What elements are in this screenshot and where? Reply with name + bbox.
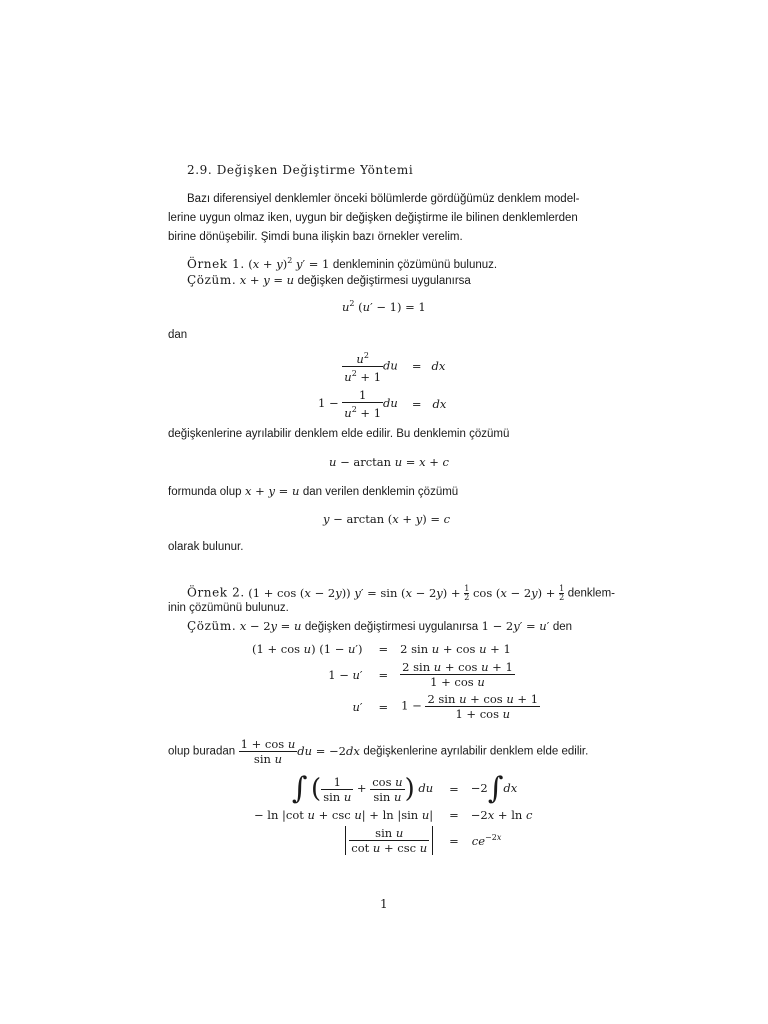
- example-2-solution-line: Çözüm. x − 2y = u değişken değiştirmesi uygulanırsa 1 − 2y′ = u′ den: [187, 619, 573, 633]
- example-1-result-text: olarak bulunur.: [168, 541, 244, 553]
- section-title: 2.9. Değişken Değiştirme Yöntemi: [187, 163, 414, 177]
- page-number: 1: [380, 897, 388, 911]
- example-1-solution-text: değişken değiştirmesi uygulanırsa: [297, 275, 471, 287]
- example-2-statement: Örnek 2. (1 + cos (x − 2y)) y′ = sin (x − 2y) + $\frac{1}{2}$ cos (x − 2y) + $\frac{1}{2}$ denklem-: [187, 584, 615, 602]
- olup-text: olup buradan: [168, 745, 236, 758]
- separated-equations-table: $\frac{u^2}{u^2 + 1}$ du = dx 1 − $\frac{1}{u^2 + 1}$ du = dx: [318, 351, 447, 420]
- example-1-solution-label: Çözüm.: [187, 273, 237, 287]
- example-2-olup-line: olup buradan $\frac{\text{1 + cos u}}{\text{sin u}}$ du = −2dx değişkenlerine ayrılabilir denklem elde edilir.: [168, 737, 589, 766]
- integral-table: ∫ ( $\frac{1}{\text{sin u}}$ + $\frac{\text{cos u}}{\text{sin u}}$ ) du = −2∫dx − ln |cot u + csc u| + ln |sin u| = −2x + ln c $\frac{\text{sin u}}{\text{cot u + csc u}}$ = $ce^{-2x}$: [254, 771, 533, 855]
- example-2-statement-end: denklem-: [567, 587, 615, 600]
- example-1-separable-text: değişkenlerine ayrılabilir denklem elde edilir. Bu denklemin çözümü: [168, 428, 510, 440]
- example-2-solution-text: değişken değiştirmesi uygulanırsa: [304, 621, 479, 633]
- example-1-solution-line: Çözüm. x + y = u değişken değiştirmesi uygulanırsa: [187, 273, 471, 287]
- intro-line-2: lerine uygun olmaz iken, uygun bir değişken değiştirme ile bilinen denklemlerden: [168, 212, 578, 224]
- example-2-statement-line-2: inin çözümünü bulunuz.: [168, 602, 289, 614]
- example-2-solution-den: den: [552, 621, 573, 633]
- example-1-statement: Örnek 1. $(x + y)^2$ y′ = 1 denkleminin çözümünü bulunuz.: [187, 256, 498, 271]
- example-2-solution-label: Çözüm.: [187, 619, 237, 633]
- example-1-label: Örnek 1.: [187, 256, 245, 271]
- integral-block: [254, 771, 533, 855]
- example-1-form-line: formunda olup x + y = u dan verilen denklemin çözümü: [168, 484, 459, 498]
- equation-arctan-u: u − arctan u = x + c: [329, 455, 449, 469]
- example-2-derivation: [252, 642, 541, 722]
- example-1-statement-text: denkleminin çözümünü bulunuz.: [332, 258, 498, 271]
- form-text-b: dan verilen denklemin çözümü: [302, 486, 459, 498]
- example-2-derivation-table: (1 + cos u) (1 − u′) = 2 sin u + cos u + 1 1 − u′ = $\frac{\text{2 sin u + cos u + 1}}{\text{1 + cos u}}$ u′ = 1 − $\frac{\text{2 sin u + cos u + 1}}{\text{1 + cos u}}$: [252, 642, 539, 721]
- example-2-label: Örnek 2.: [187, 585, 245, 600]
- intro-line-3: birine dönüşebilir. Şimdi buna ilişkin bazı örnekler verelim.: [168, 231, 463, 243]
- intro-line-1: Bazı diferensiyel denklemler önceki bölümlerde gördüğümüz denklem model-: [187, 193, 580, 205]
- dan-text: dan: [168, 329, 188, 341]
- example-2-separable-text: değişkenlerine ayrılabilir denklem elde edilir.: [363, 745, 589, 758]
- equation-u-squared: $u^2$ (u′ − 1) = 1: [342, 299, 426, 314]
- equation-solution-1: y − arctan (x + y) = c: [323, 512, 451, 526]
- form-text-a: formunda olup: [168, 486, 242, 498]
- separated-equations: [318, 349, 447, 419]
